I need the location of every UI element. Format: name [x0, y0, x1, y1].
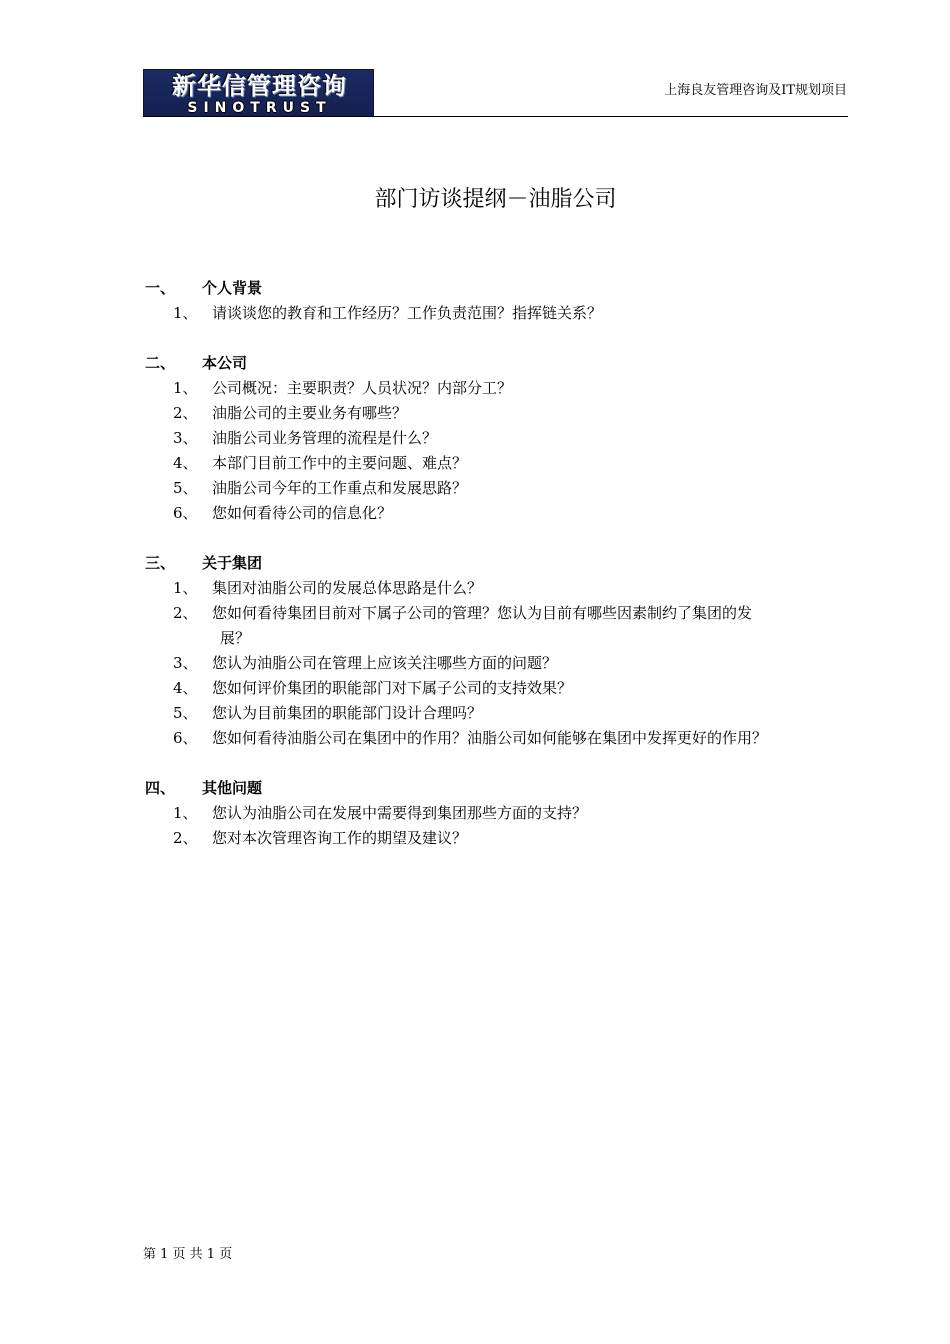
question-text-continuation: 展？ [220, 629, 251, 647]
question-item [143, 726, 848, 751]
question-item [143, 376, 848, 401]
section-title: 其他问题 [202, 779, 263, 797]
section-heading [143, 276, 848, 301]
section-personal-background [143, 276, 848, 326]
question-number: 5、 [173, 479, 198, 497]
section-company [143, 351, 848, 526]
question-number: 6、 [173, 729, 198, 747]
question-text: 您如何看待油脂公司在集团中的作用？油脂公司如何能够在集团中发挥更好的作用？ [212, 729, 768, 747]
outline-sections [143, 276, 848, 876]
question-text: 集团对油脂公司的发展总体思路是什么？ [212, 579, 483, 597]
logo-chinese-text: 新华信管理咨询 [172, 72, 347, 100]
question-item [143, 401, 848, 426]
question-text: 您对本次管理咨询工作的期望及建议？ [212, 829, 468, 847]
question-item [143, 576, 848, 601]
question-text: 您认为油脂公司在管理上应该关注哪些方面的问题？ [212, 654, 558, 672]
question-text: 油脂公司业务管理的流程是什么？ [212, 429, 438, 447]
document-title: 部门访谈提纲－油脂公司 [374, 187, 617, 212]
question-item [143, 826, 848, 851]
question-item [143, 476, 848, 501]
question-text: 油脂公司的主要业务有哪些？ [212, 404, 408, 422]
logo-english-text: SINOTRUST [187, 100, 332, 116]
question-number: 2、 [173, 829, 198, 847]
question-number: 3、 [173, 429, 198, 447]
question-number: 4、 [173, 679, 198, 697]
question-number: 1、 [173, 379, 198, 397]
question-text: 您如何评价集团的职能部门对下属子公司的支持效果？ [212, 679, 573, 697]
question-list [143, 301, 848, 326]
question-list [143, 801, 848, 851]
question-text: 公司概况：主要职责？人员状况？内部分工？ [212, 379, 513, 397]
project-name: 上海良友管理咨询及IT规划项目 [664, 83, 847, 98]
question-number: 5、 [173, 704, 198, 722]
question-text: 您如何看待集团目前对下属子公司的管理？您认为目前有哪些因素制约了集团的发 [212, 604, 753, 622]
question-item [143, 701, 848, 726]
section-title: 关于集团 [202, 554, 263, 572]
question-number: 1、 [173, 579, 198, 597]
question-number: 2、 [173, 604, 198, 622]
question-list [143, 376, 848, 526]
question-item [143, 451, 848, 476]
section-heading [143, 351, 848, 376]
question-text: 油脂公司今年的工作重点和发展思路？ [212, 479, 468, 497]
section-number: 一、 [145, 279, 176, 297]
question-number: 2、 [173, 404, 198, 422]
section-other-questions [143, 776, 848, 851]
question-text: 您认为油脂公司在发展中需要得到集团那些方面的支持？ [212, 804, 588, 822]
header-divider [143, 116, 848, 117]
section-title: 个人背景 [202, 279, 263, 297]
question-item [143, 501, 848, 526]
section-heading [143, 551, 848, 576]
question-item [143, 676, 848, 701]
question-number: 6、 [173, 504, 198, 522]
company-logo [143, 69, 374, 117]
section-number: 二、 [145, 354, 176, 372]
question-item [143, 426, 848, 451]
question-number: 3、 [173, 654, 198, 672]
question-text: 本部门目前工作中的主要问题、难点？ [212, 454, 468, 472]
question-item [143, 801, 848, 826]
question-list [143, 576, 848, 751]
section-number: 四、 [145, 779, 176, 797]
question-number: 4、 [173, 454, 198, 472]
section-title: 本公司 [202, 354, 248, 372]
question-item [143, 601, 848, 651]
question-text: 您如何看待公司的信息化？ [212, 504, 393, 522]
question-text: 您认为目前集团的职能部门设计合理吗？ [212, 704, 483, 722]
question-item [143, 301, 848, 326]
question-item [143, 651, 848, 676]
section-heading [143, 776, 848, 801]
question-text: 请谈谈您的教育和工作经历？工作负责范围？指挥链关系？ [212, 304, 603, 322]
page-number-footer: 第 1 页 共 1 页 [143, 1247, 233, 1262]
section-number: 三、 [145, 554, 176, 572]
question-number: 1、 [173, 804, 198, 822]
section-group [143, 551, 848, 751]
question-number: 1、 [173, 304, 198, 322]
